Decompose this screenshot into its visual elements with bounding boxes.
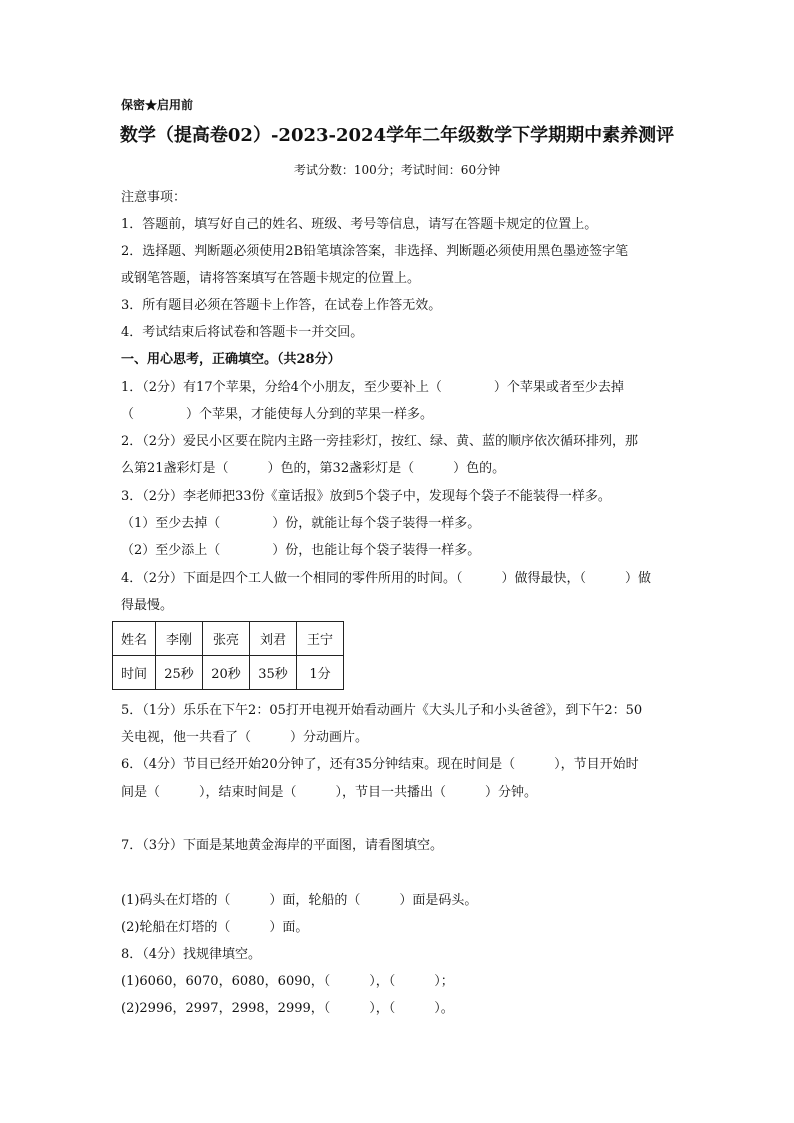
section-heading: 一、用心思考，正确填空。（共28分） [121,352,341,367]
question-4-line-1: 4．（2分）下面是四个工人做一个相同的零件所用的时间。（ ）做得最快，（ ）做 [121,571,652,586]
table-row [113,656,344,690]
question-7-sub-2: (2)轮船在灯塔的（ ）面。 [121,920,309,935]
note-item: 或钢笔答题，请将答案填写在答题卡规定的位置上。 [121,271,421,286]
note-item: 4．考试结束后将试卷和答题卡一并交回。 [121,325,364,340]
exam-title: 数学（提高卷02）-2023-2024学年二年级数学下学期期中素养测评 [119,125,675,146]
table-cell: 刘君 [250,622,297,656]
confidential-label: 保密★启用前 [121,98,194,112]
question-5-line-2: 关电视，他一共看了（ ）分动画片。 [121,730,369,745]
table-cell: 李刚 [156,622,203,656]
table-cell: 25秒 [156,656,203,690]
table-cell: 1分 [297,656,344,690]
question-2-line-2: 么第21盏彩灯是（ ）色的，第32盏彩灯是（ ）色的。 [121,461,506,476]
exam-info: 考试分数：100分；考试时间：60分钟 [293,163,501,177]
question-6-line-2: 间是（ ），结束时间是（ ），节目一共播出（ ）分钟。 [121,785,538,800]
table-cell: 35秒 [250,656,297,690]
question-7-line-1: 7．（3分）下面是某地黄金海岸的平面图，请看图填空。 [121,838,444,853]
table-cell: 张亮 [203,622,250,656]
notes-heading: 注意事项： [121,190,187,205]
question-2-line-1: 2．（2分）爱民小区要在院内主路一旁挂彩灯，按红、绿、黄、蓝的顺序依次循环排列，那 [121,434,639,449]
question-7-sub-1: (1)码头在灯塔的（ ）面，轮船的（ ）面是码头。 [121,893,478,908]
question-6-line-1: 6．（4分）节目已经开始20分钟了，还有35分钟结束。现在时间是（ ），节目开始时 [121,757,639,772]
question-4-line-2: 得最慢。 [121,598,174,613]
table-cell: 姓名 [113,622,156,656]
worker-time-table [112,621,344,690]
question-8-line-1: 8．（4分）找规律填空。 [121,947,262,962]
question-3-sub-2: （2）至少添上（ ）份，也能让每个袋子装得一样多。 [121,543,481,558]
table-row [113,622,344,656]
question-5-line-1: 5．（1分）乐乐在下午2：05打开电视开始看动画片《大头儿子和小头爸爸》，到下午2：50 [121,703,643,718]
note-item: 3．所有题目必须在答题卡上作答，在试卷上作答无效。 [121,298,442,313]
question-3-sub-1: （1）至少去掉（ ）份，就能让每个袋子装得一样多。 [121,516,481,531]
table-cell: 王宁 [297,622,344,656]
question-3-line-1: 3．（2分）李老师把33份《童话报》放到5个袋子中，发现每个袋子不能装得一样多。 [121,489,611,504]
note-item: 2．选择题、判断题必须使用2B铅笔填涂答案，非选择、判断题必须使用黑色墨迹签字笔 [121,244,629,259]
question-8-sub-2: (2)2996，2997，2998，2999，（ ），（ ）。 [121,1001,454,1016]
question-1-line-2: （ ）个苹果，才能使每人分到的苹果一样多。 [121,407,434,422]
question-1-line-1: 1．（2分）有17个苹果，分给4个小朋友，至少要补上（ ）个苹果或者至少去掉 [121,380,624,395]
question-8-sub-1: (1)6060，6070，6080，6090，（ ），（ ）； [121,974,454,989]
table-cell: 时间 [113,656,156,690]
note-item: 1．答题前，填写好自己的姓名、班级、考号等信息，请写在答题卡规定的位置上。 [121,217,598,232]
table-cell: 20秒 [203,656,250,690]
